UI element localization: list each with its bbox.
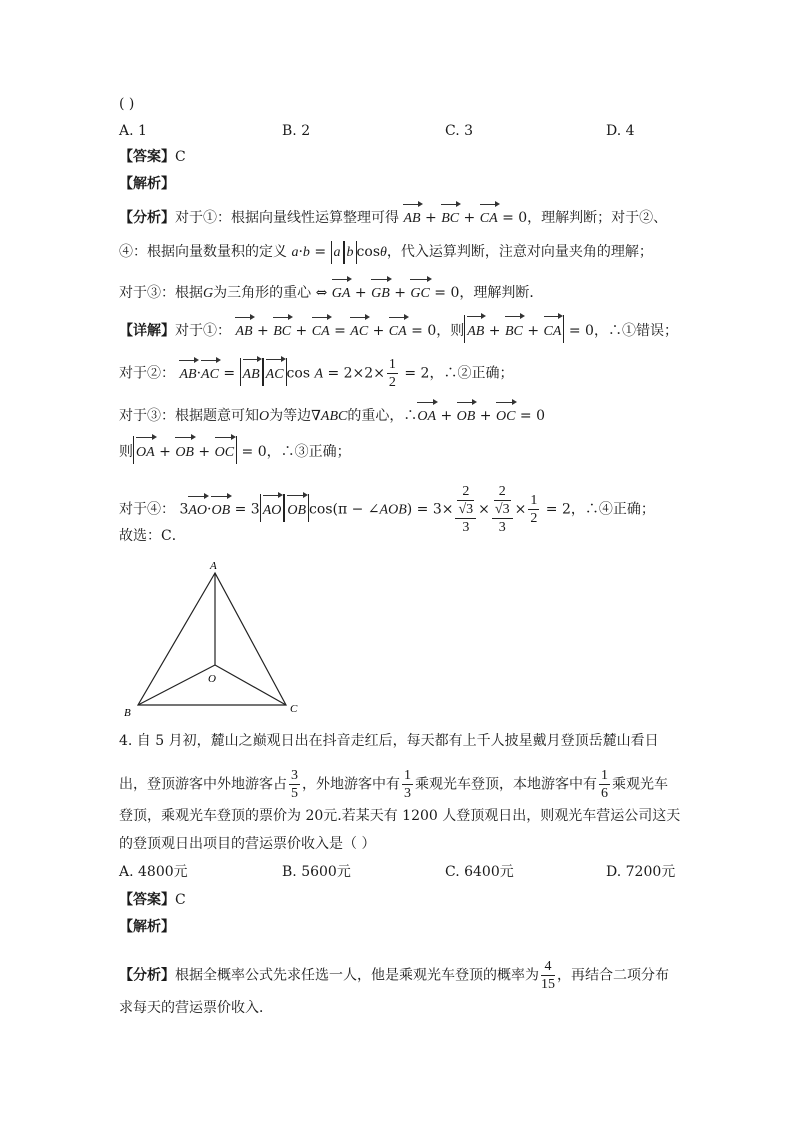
q4-analysis-tag: 【解析】 — [119, 919, 175, 935]
q3-fenxi-line2: ④：根据向量数量积的定义 a·b = a b cosθ，代入运算判断，注意对向量夹角的理解； — [119, 241, 653, 264]
q3-detail-line4: 则 OA + OB + OC = 0，∴③正确； — [119, 436, 351, 464]
fenxi-tag: 【分析】 — [119, 210, 175, 226]
q3-conclusion: 故选：C． — [119, 528, 186, 544]
q3-paren: ( ) — [119, 96, 135, 112]
fenxi-tag: 【分析】 — [119, 967, 175, 984]
label-b: B — [124, 707, 131, 719]
q3-fenxi-line3: 对于③：根据G为三角形的重心 ⇔ GA + GB + GC = 0，理解判断． — [119, 278, 543, 304]
q4-line4: 的登顶观日出项目的营运票价收入是（ ） — [119, 836, 376, 852]
q4-line3: 登顶，乘观光车登顶的票价为 20元.若某天有 1200 人登顶观日出，则观光车营运公司这天 — [119, 808, 681, 824]
answer-value: C — [175, 149, 186, 165]
q4-option-c: C. 6400元 — [445, 864, 514, 880]
q4-line2: 出，登顶游客中外地游客占 $\frac{3}{5}$ ，外地游客中有 $\frac{1}{3}$ 乘观光车登顶，本地游客中有 $\frac{1}{6}$ 乘观光车 — [119, 768, 668, 801]
label-c: C — [290, 703, 298, 715]
label-o: O — [208, 673, 216, 685]
q4-line1: 4. 自 5 月初，麓山之巅观日出在抖音走红后，每天都有上千人披星戴月登顶岳麓山看日 — [119, 733, 659, 749]
q3-analysis-tag: 【解析】 — [119, 176, 175, 192]
answer-tag: 【答案】 — [119, 892, 175, 908]
q3-fenxi-line1: 【分析】对于①：根据向量线性运算整理可得 AB + BC + CA = 0，理解判断；对于②、 — [119, 203, 667, 229]
triangle-figure — [120, 555, 310, 720]
answer-value: C — [175, 892, 186, 908]
q4-fenxi-line2: 求每天的营运票价收入． — [119, 1000, 273, 1016]
q3-option-a: A. 1 — [119, 123, 147, 139]
q3-detail-line2: 对于②： AB·AC = AB AC cos A = 2×2× $\frac{1}{2}$ = 2，∴②正确； — [119, 357, 514, 390]
q4-answer — [119, 890, 186, 910]
q4-option-b: B. 5600元 — [282, 864, 351, 880]
detail-tag: 【详解】 — [119, 323, 175, 339]
q3-option-b: B. 2 — [282, 123, 311, 139]
q3-detail-line3: 对于③：根据题意可知O为等边∇ABC的重心，∴OA + OB + OC = 0 — [119, 401, 545, 427]
q3-answer — [119, 147, 186, 167]
q3-detail-line5: 对于④： 3AO·OB = 3 AO OB cos(π − ∠AOB) = 3× 2 √3 3 × 2 √3 3 × $\frac{1}{2}$ = 2，∴④正确； — [119, 484, 655, 535]
q3-option-c: C. 3 — [445, 123, 474, 139]
triangle-abc — [138, 573, 286, 705]
q4-option-a: A. 4800元 — [119, 864, 188, 880]
q4-fenxi-line1: 【分析】根据全概率公式先求任选一人，他是乘观光车登顶的概率为 $\frac{4}{15}$ ，再结合二项分布 — [119, 959, 669, 992]
q3-detail-line1: 【详解】对于①： AB + BC + CA = AC + CA = 0，则 AB + BC + CA = 0，∴①错误； — [119, 315, 678, 343]
q4-option-d: D. 7200元 — [606, 864, 676, 880]
answer-tag: 【答案】 — [119, 149, 175, 165]
q3-option-d: D. 4 — [606, 123, 635, 139]
label-a: A — [210, 560, 217, 572]
